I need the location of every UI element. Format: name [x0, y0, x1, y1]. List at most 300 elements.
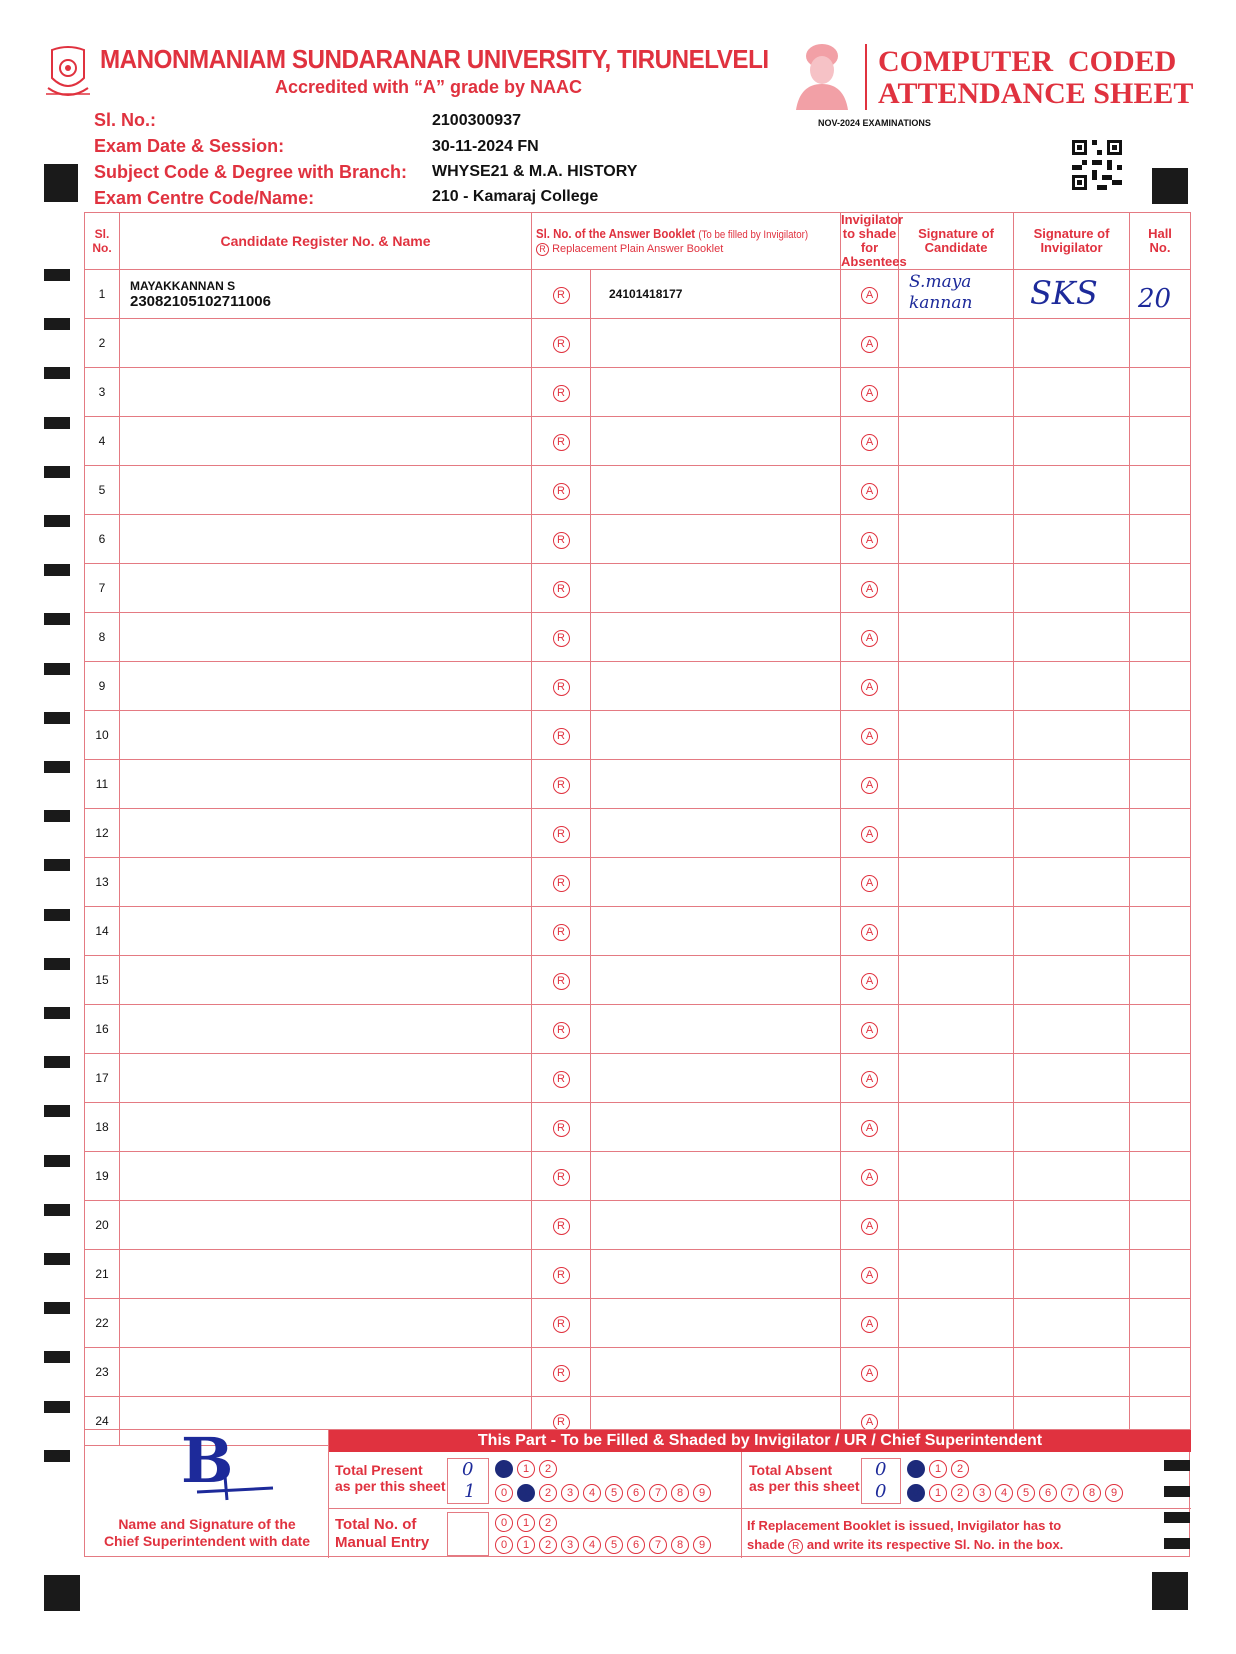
absent-bubble-cell[interactable]: [841, 1299, 899, 1348]
absent-bubble-cell[interactable]: [841, 809, 899, 858]
candidate-signature-cell[interactable]: [899, 907, 1014, 956]
sl-no-value: 2100300937: [432, 112, 521, 129]
timing-mark: [1164, 1512, 1190, 1523]
absent-bubble-cell[interactable]: [841, 956, 899, 1005]
digit-bubble-8[interactable]: 8: [1083, 1484, 1101, 1502]
absent-bubble[interactable]: A: [861, 875, 878, 892]
replacement-bubble-cell[interactable]: [532, 1005, 591, 1054]
invigilator-signature-cell[interactable]: [1014, 711, 1130, 760]
booklet-no-cell[interactable]: [591, 1054, 841, 1103]
absent-bubble-cell[interactable]: [841, 1348, 899, 1397]
invigilator-signature-cell[interactable]: [1014, 1250, 1130, 1299]
candidate-signature-cell[interactable]: [899, 1152, 1014, 1201]
invigilator-signature-cell[interactable]: [1014, 1299, 1130, 1348]
replacement-bubble-cell[interactable]: [532, 956, 591, 1005]
replacement-bubble[interactable]: R: [553, 826, 570, 843]
portrait-image: [790, 40, 854, 110]
invigilator-signature-cell[interactable]: [1014, 368, 1130, 417]
booklet-no-cell[interactable]: [591, 711, 841, 760]
hall-no-cell[interactable]: [1130, 711, 1191, 760]
booklet-no-cell[interactable]: [591, 1299, 841, 1348]
invigilator-signature-cell[interactable]: [1014, 956, 1130, 1005]
invigilator-signature-cell[interactable]: [1014, 564, 1130, 613]
replacement-bubble[interactable]: R: [553, 1365, 570, 1382]
row-sl-no: 21: [85, 1250, 120, 1299]
exam-centre-label: Exam Centre Code/Name:: [94, 188, 315, 208]
replacement-bubble-cell[interactable]: [532, 319, 591, 368]
table-row: [85, 1201, 1191, 1250]
booklet-no-cell[interactable]: [591, 1152, 841, 1201]
absent-bubble[interactable]: A: [861, 581, 878, 598]
digit-bubble-0[interactable]: 0: [907, 1460, 925, 1478]
hall-no-cell[interactable]: [1130, 270, 1191, 319]
candidate-cell: [120, 417, 532, 466]
digit-bubble-7[interactable]: 7: [649, 1536, 667, 1554]
replacement-bubble[interactable]: R: [553, 532, 570, 549]
invigilator-signature-cell[interactable]: [1014, 270, 1130, 319]
replacement-bubble[interactable]: R: [553, 1169, 570, 1186]
digit-bubble-5[interactable]: 5: [1017, 1484, 1035, 1502]
total-present-box[interactable]: [447, 1458, 489, 1504]
replacement-bubble[interactable]: R: [553, 1218, 570, 1235]
candidate-cell: [120, 466, 532, 515]
absent-bubble-cell[interactable]: [841, 515, 899, 564]
replacement-bubble[interactable]: R: [553, 679, 570, 696]
replacement-bubble-cell[interactable]: [532, 466, 591, 515]
digit-bubble-2[interactable]: 2: [539, 1514, 557, 1532]
candidate-cell: [120, 1152, 532, 1201]
digit-bubble-0[interactable]: 0: [495, 1484, 513, 1502]
hall-no-cell[interactable]: [1130, 956, 1191, 1005]
manual-entry-label-line1: Total No. of: [335, 1516, 417, 1533]
replacement-bubble[interactable]: R: [553, 924, 570, 941]
digit-bubble-1[interactable]: 1: [517, 1484, 535, 1502]
replacement-bubble-cell[interactable]: [532, 907, 591, 956]
col-booklet-sub: Replacement Plain Answer Booklet: [552, 242, 724, 255]
digit-bubble-6[interactable]: 6: [1039, 1484, 1057, 1502]
invigilator-signature-cell[interactable]: [1014, 907, 1130, 956]
candidate-signature-cell[interactable]: [899, 1103, 1014, 1152]
replacement-bubble[interactable]: R: [553, 1120, 570, 1137]
absent-bubble-cell[interactable]: [841, 368, 899, 417]
table-row: [85, 809, 1191, 858]
replacement-bubble[interactable]: R: [553, 1316, 570, 1333]
invigilator-signature-cell[interactable]: [1014, 809, 1130, 858]
absent-bubble-cell[interactable]: [841, 858, 899, 907]
total-absent-box[interactable]: [861, 1458, 901, 1504]
chief-signature: B: [181, 1424, 234, 1497]
booklet-no-cell[interactable]: [591, 613, 841, 662]
col-invig-line2: to shade for: [842, 226, 897, 255]
absent-bubble[interactable]: A: [861, 826, 878, 843]
hall-no-cell[interactable]: [1130, 1201, 1191, 1250]
replacement-bubble-cell[interactable]: [532, 613, 591, 662]
digit-bubble-4[interactable]: 4: [583, 1536, 601, 1554]
invigilator-signature-cell[interactable]: [1014, 1103, 1130, 1152]
footer-divider-vertical: [741, 1452, 742, 1558]
sheet-title-line1: COMPUTER CODED: [878, 45, 1177, 78]
digit-bubble-0[interactable]: 0: [495, 1460, 513, 1478]
absent-bubble[interactable]: A: [861, 924, 878, 941]
invigilator-signature-cell[interactable]: [1014, 613, 1130, 662]
booklet-no-cell[interactable]: [591, 858, 841, 907]
hall-no-cell[interactable]: [1130, 662, 1191, 711]
hall-no-cell[interactable]: [1130, 613, 1191, 662]
table-row: [85, 956, 1191, 1005]
absent-bubble[interactable]: A: [861, 483, 878, 500]
digit-bubble-8[interactable]: 8: [671, 1484, 689, 1502]
invigilator-signature-cell[interactable]: [1014, 515, 1130, 564]
timing-mark: [44, 1007, 70, 1019]
absent-bubble-cell[interactable]: [841, 662, 899, 711]
replacement-bubble[interactable]: R: [553, 385, 570, 402]
replacement-bubble-cell[interactable]: [532, 1103, 591, 1152]
booklet-no-cell[interactable]: [591, 809, 841, 858]
manual-entry-label-line2: Manual Entry: [335, 1534, 430, 1551]
replacement-bubble-cell[interactable]: [532, 417, 591, 466]
invigilator-signature-cell[interactable]: [1014, 417, 1130, 466]
digit-bubble-1[interactable]: 1: [517, 1514, 535, 1532]
total-absent-units: 0: [875, 1481, 887, 1502]
invigilator-signature-cell[interactable]: [1014, 760, 1130, 809]
replacement-bubble[interactable]: R: [553, 630, 570, 647]
candidate-signature-cell[interactable]: [899, 1299, 1014, 1348]
candidate-signature-cell[interactable]: [899, 270, 1014, 319]
timing-mark: [44, 810, 70, 822]
absent-bubble[interactable]: A: [861, 336, 878, 353]
absent-bubble-cell[interactable]: [841, 417, 899, 466]
hall-no-cell[interactable]: [1130, 1005, 1191, 1054]
replacement-bubble[interactable]: R: [553, 875, 570, 892]
digit-bubble-2[interactable]: 2: [539, 1536, 557, 1554]
candidate-cell: [120, 1250, 532, 1299]
row-sl-no: 18: [85, 1103, 120, 1152]
digit-bubble-2[interactable]: 2: [539, 1460, 557, 1478]
manual-entry-units-bubbles: [495, 1536, 711, 1554]
absent-bubble-cell[interactable]: [841, 1152, 899, 1201]
candidate-cell: [120, 1348, 532, 1397]
booklet-no-cell[interactable]: [591, 1250, 841, 1299]
digit-bubble-6[interactable]: 6: [627, 1536, 645, 1554]
replacement-bubble-cell[interactable]: [532, 1299, 591, 1348]
candidate-signature-cell[interactable]: [899, 613, 1014, 662]
candidate-signature-cell[interactable]: [899, 858, 1014, 907]
digit-bubble-1[interactable]: 1: [929, 1484, 947, 1502]
replacement-bubble-cell[interactable]: [532, 1054, 591, 1103]
sheet-title: [878, 46, 1193, 110]
replacement-bubble-cell[interactable]: [532, 515, 591, 564]
candidate-signature-cell[interactable]: [899, 417, 1014, 466]
timing-mark: [44, 417, 70, 429]
row-sl-no: 10: [85, 711, 120, 760]
replacement-note-line2b: and write its respective Sl. No. in the box.: [806, 1537, 1064, 1552]
replacement-bubble-cell[interactable]: [532, 368, 591, 417]
invigilator-signature-cell[interactable]: [1014, 1005, 1130, 1054]
candidate-signature-cell[interactable]: [899, 662, 1014, 711]
digit-bubble-9[interactable]: 9: [693, 1536, 711, 1554]
table-row: [85, 1103, 1191, 1152]
digit-bubble-2[interactable]: 2: [951, 1460, 969, 1478]
absent-bubble[interactable]: A: [861, 1120, 878, 1137]
booklet-no-cell[interactable]: [591, 1201, 841, 1250]
total-absent-label-line2: as per this sheet: [749, 1478, 860, 1494]
absent-bubble[interactable]: A: [861, 287, 878, 304]
invigilator-signature-cell[interactable]: [1014, 1348, 1130, 1397]
candidate-signature-cell[interactable]: [899, 760, 1014, 809]
digit-bubble-1[interactable]: 1: [517, 1460, 535, 1478]
booklet-no-cell[interactable]: [591, 1103, 841, 1152]
digit-bubble-3[interactable]: 3: [973, 1484, 991, 1502]
booklet-no-cell[interactable]: [591, 466, 841, 515]
replacement-bubble[interactable]: R: [553, 581, 570, 598]
candidate-signature-cell[interactable]: [899, 564, 1014, 613]
replacement-bubble-cell[interactable]: [532, 1348, 591, 1397]
absent-bubble[interactable]: A: [861, 679, 878, 696]
digit-bubble-9[interactable]: 9: [693, 1484, 711, 1502]
table-row: [85, 564, 1191, 613]
chief-signature-box[interactable]: [85, 1424, 329, 1558]
booklet-no-cell[interactable]: [591, 662, 841, 711]
absent-bubble[interactable]: A: [861, 434, 878, 451]
absent-bubble[interactable]: A: [861, 1071, 878, 1088]
booklet-no-cell[interactable]: [591, 760, 841, 809]
booklet-no-cell[interactable]: [591, 564, 841, 613]
absent-bubble[interactable]: A: [861, 1218, 878, 1235]
table-row: [85, 1054, 1191, 1103]
replacement-note: [747, 1516, 1063, 1554]
timing-mark: [44, 515, 70, 527]
absent-bubble-cell[interactable]: [841, 1250, 899, 1299]
replacement-bubble[interactable]: R: [553, 973, 570, 990]
absent-bubble-cell[interactable]: [841, 711, 899, 760]
absent-bubble-cell[interactable]: [841, 1201, 899, 1250]
candidate-signature-cell[interactable]: [899, 1054, 1014, 1103]
digit-bubble-7[interactable]: 7: [649, 1484, 667, 1502]
absent-bubble-cell[interactable]: [841, 1054, 899, 1103]
digit-bubble-9[interactable]: 9: [1105, 1484, 1123, 1502]
total-present-tens-bubbles: [495, 1460, 557, 1478]
candidate-signature-cell[interactable]: [899, 1201, 1014, 1250]
total-present-label: [335, 1462, 446, 1494]
digit-bubble-8[interactable]: 8: [671, 1536, 689, 1554]
booklet-no-cell[interactable]: [591, 270, 841, 319]
digit-bubble-4[interactable]: 4: [583, 1484, 601, 1502]
hall-no-cell[interactable]: [1130, 1348, 1191, 1397]
replacement-bubble-cell[interactable]: [532, 564, 591, 613]
candidate-signature-cell[interactable]: [899, 956, 1014, 1005]
invigilator-signature-cell[interactable]: [1014, 1201, 1130, 1250]
hall-no-cell[interactable]: [1130, 466, 1191, 515]
candidate-cell: [120, 1299, 532, 1348]
replacement-bubble-cell[interactable]: [532, 858, 591, 907]
timing-mark: [44, 909, 70, 921]
absent-bubble-cell[interactable]: [841, 613, 899, 662]
absent-bubble-cell[interactable]: [841, 907, 899, 956]
candidate-cell: [120, 711, 532, 760]
replacement-bubble[interactable]: R: [553, 483, 570, 500]
absent-bubble[interactable]: A: [861, 1267, 878, 1284]
replacement-bubble-cell[interactable]: [532, 760, 591, 809]
digit-bubble-3[interactable]: 3: [561, 1536, 579, 1554]
digit-bubble-4[interactable]: 4: [995, 1484, 1013, 1502]
table-row: [85, 711, 1191, 760]
replacement-bubble[interactable]: R: [553, 1267, 570, 1284]
absent-bubble[interactable]: A: [861, 1414, 878, 1431]
replacement-bubble-cell[interactable]: [532, 711, 591, 760]
replacement-bubble[interactable]: R: [553, 1022, 570, 1039]
absent-bubble[interactable]: A: [861, 973, 878, 990]
timing-mark-large: [1152, 1572, 1188, 1610]
footer-section: [84, 1424, 1190, 1557]
digit-bubble-1[interactable]: 1: [517, 1536, 535, 1554]
col-booklet-main: Sl. No. of the Answer Booklet: [536, 225, 696, 241]
candidate-cell: [120, 1201, 532, 1250]
digit-bubble-7[interactable]: 7: [1061, 1484, 1079, 1502]
absent-bubble[interactable]: A: [861, 1022, 878, 1039]
timing-mark: [44, 318, 70, 330]
booklet-no-cell[interactable]: [591, 417, 841, 466]
digit-bubble-5[interactable]: 5: [605, 1484, 623, 1502]
absent-bubble[interactable]: A: [861, 630, 878, 647]
absent-bubble[interactable]: A: [861, 532, 878, 549]
absent-bubble-cell[interactable]: [841, 1005, 899, 1054]
booklet-no-cell[interactable]: [591, 1005, 841, 1054]
invigilator-signature-cell[interactable]: [1014, 319, 1130, 368]
absent-bubble-cell[interactable]: [841, 760, 899, 809]
replacement-bubble[interactable]: R: [553, 777, 570, 794]
hall-no-cell[interactable]: [1130, 858, 1191, 907]
booklet-no-cell[interactable]: [591, 1348, 841, 1397]
candidate-name: MAYAKKANNAN S: [130, 278, 236, 293]
hall-no-cell[interactable]: [1130, 1054, 1191, 1103]
hall-no-cell[interactable]: [1130, 760, 1191, 809]
absent-bubble-cell[interactable]: [841, 1103, 899, 1152]
digit-bubble-6[interactable]: 6: [627, 1484, 645, 1502]
invigilator-signature-cell[interactable]: [1014, 858, 1130, 907]
booklet-no-cell[interactable]: [591, 515, 841, 564]
candidate-signature-cell[interactable]: [899, 711, 1014, 760]
booklet-no-cell[interactable]: [591, 907, 841, 956]
digit-bubble-3[interactable]: 3: [561, 1484, 579, 1502]
absent-bubble[interactable]: A: [861, 1316, 878, 1333]
candidate-signature-cell[interactable]: [899, 368, 1014, 417]
col-hall-no: [1130, 213, 1191, 270]
total-absent-tens-bubbles: [907, 1460, 969, 1478]
replacement-bubble-cell[interactable]: [532, 1250, 591, 1299]
replacement-bubble-cell[interactable]: [532, 1201, 591, 1250]
col-sig-cand-line2: Candidate: [924, 240, 988, 255]
invigilator-signature-cell[interactable]: [1014, 466, 1130, 515]
candidate-signature-cell[interactable]: [899, 809, 1014, 858]
digit-bubble-5[interactable]: 5: [605, 1536, 623, 1554]
booklet-no: 24101418177: [609, 287, 683, 301]
row-sl-no: 8: [85, 613, 120, 662]
digit-bubble-1[interactable]: 1: [929, 1460, 947, 1478]
absent-bubble-cell[interactable]: [841, 564, 899, 613]
replacement-bubble[interactable]: R: [553, 287, 570, 304]
absent-bubble[interactable]: A: [861, 385, 878, 402]
hall-no-cell[interactable]: [1130, 564, 1191, 613]
total-present-label-line2: as per this sheet: [335, 1478, 446, 1494]
hall-no-cell[interactable]: [1130, 809, 1191, 858]
hall-no-cell[interactable]: [1130, 1299, 1191, 1348]
candidate-cell: [120, 368, 532, 417]
hall-no-cell[interactable]: [1130, 907, 1191, 956]
timing-mark: [44, 466, 70, 478]
replacement-bubble[interactable]: R: [553, 1071, 570, 1088]
timing-mark: [44, 1056, 70, 1068]
candidate-signature-cell[interactable]: [899, 1250, 1014, 1299]
hall-no-cell[interactable]: [1130, 319, 1191, 368]
col-sig-cand-line1: Signature of: [918, 226, 994, 241]
invigilator-signature-cell[interactable]: [1014, 662, 1130, 711]
replacement-bubble-cell[interactable]: [532, 809, 591, 858]
replacement-bubble-cell[interactable]: [532, 1152, 591, 1201]
replacement-bubble-cell[interactable]: [532, 662, 591, 711]
booklet-no-cell[interactable]: [591, 319, 841, 368]
invigilator-signature-cell[interactable]: [1014, 1054, 1130, 1103]
absent-bubble-cell[interactable]: [841, 319, 899, 368]
timing-mark: [44, 1450, 70, 1462]
hall-no-cell[interactable]: [1130, 1103, 1191, 1152]
row-sl-no: 13: [85, 858, 120, 907]
hall-no-cell[interactable]: [1130, 368, 1191, 417]
candidate-cell: [120, 319, 532, 368]
booklet-no-cell[interactable]: [591, 368, 841, 417]
hall-no-cell[interactable]: [1130, 1250, 1191, 1299]
absent-bubble[interactable]: A: [861, 728, 878, 745]
replacement-bubble[interactable]: R: [553, 434, 570, 451]
absent-bubble-cell[interactable]: [841, 466, 899, 515]
candidate-signature-cell[interactable]: [899, 319, 1014, 368]
col-invig-line3: Absentees: [841, 254, 907, 269]
col-sig-invig-line2: Invigilator: [1040, 240, 1103, 255]
booklet-no-cell[interactable]: [591, 956, 841, 1005]
replacement-bubble[interactable]: R: [553, 1414, 570, 1431]
attendance-table: [84, 212, 1191, 1446]
hall-no-cell[interactable]: [1130, 417, 1191, 466]
digit-bubble-0[interactable]: 0: [495, 1536, 513, 1554]
hall-no-cell[interactable]: [1130, 1152, 1191, 1201]
digit-bubble-0[interactable]: 0: [907, 1484, 925, 1502]
timing-mark-large: [1152, 168, 1188, 204]
absent-bubble[interactable]: A: [861, 1169, 878, 1186]
table-row: [85, 1348, 1191, 1397]
candidate-signature-cell[interactable]: [899, 515, 1014, 564]
candidate-signature-cell[interactable]: [899, 1348, 1014, 1397]
manual-entry-box[interactable]: [447, 1512, 489, 1556]
timing-mark: [44, 564, 70, 576]
replacement-bubble[interactable]: R: [553, 336, 570, 353]
replacement-bubble[interactable]: R: [553, 728, 570, 745]
row-sl-no: 19: [85, 1152, 120, 1201]
invigilator-signature-cell[interactable]: [1014, 1152, 1130, 1201]
total-present-units: 1: [464, 1481, 476, 1502]
col-booklet: [532, 213, 841, 270]
table-row: [85, 1250, 1191, 1299]
digit-bubble-0[interactable]: 0: [495, 1514, 513, 1532]
absent-bubble[interactable]: A: [861, 1365, 878, 1382]
digit-bubble-2[interactable]: 2: [539, 1484, 557, 1502]
absent-bubble[interactable]: A: [861, 777, 878, 794]
candidate-signature-cell[interactable]: [899, 1005, 1014, 1054]
candidate-signature-cell[interactable]: [899, 466, 1014, 515]
col-sig-candidate: [899, 213, 1014, 270]
digit-bubble-2[interactable]: 2: [951, 1484, 969, 1502]
replacement-bubble-cell[interactable]: [532, 270, 591, 319]
hall-no-cell[interactable]: [1130, 515, 1191, 564]
absent-bubble-cell[interactable]: [841, 270, 899, 319]
